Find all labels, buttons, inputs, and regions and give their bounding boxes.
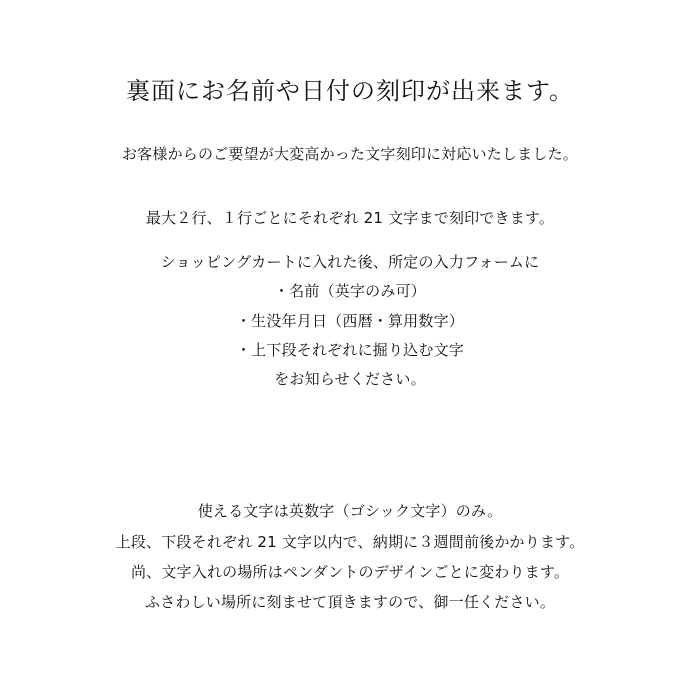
page-title: 裏面にお名前や日付の刻印が出来ます。 — [125, 77, 575, 105]
instruction-item-engraving-text: ・上下段それぞれに掘り込む文字 — [235, 341, 464, 359]
note-delivery-time: 上段、下段それぞれ 21 文字以内で、納期に３週間前後かかります。 — [115, 533, 585, 551]
note-trust-placement: ふさわしい場所に刻ませて頂きますので、御一任ください。 — [144, 593, 556, 611]
engraving-limit-text: 最大２行、１行ごとにそれぞれ 21 文字まで刻印できます。 — [145, 209, 555, 227]
note-engraving-location: 尚、文字入れの場所はペンダントのデザインごとに変わります。 — [130, 563, 570, 581]
note-allowed-characters: 使える文字は英数字（ゴシック文字）のみ。 — [197, 502, 503, 520]
instruction-item-name: ・名前（英字のみ可） — [273, 282, 426, 300]
instructions-closing: をお知らせください。 — [274, 370, 426, 388]
instruction-item-dates: ・生没年月日（西暦・算用数字） — [235, 312, 464, 330]
intro-text: お客様からのご要望が大変高かった文字刻印に対応いたしました。 — [121, 145, 578, 163]
instructions-lead: ショッピングカートに入れた後、所定の入力フォームに — [160, 253, 540, 271]
